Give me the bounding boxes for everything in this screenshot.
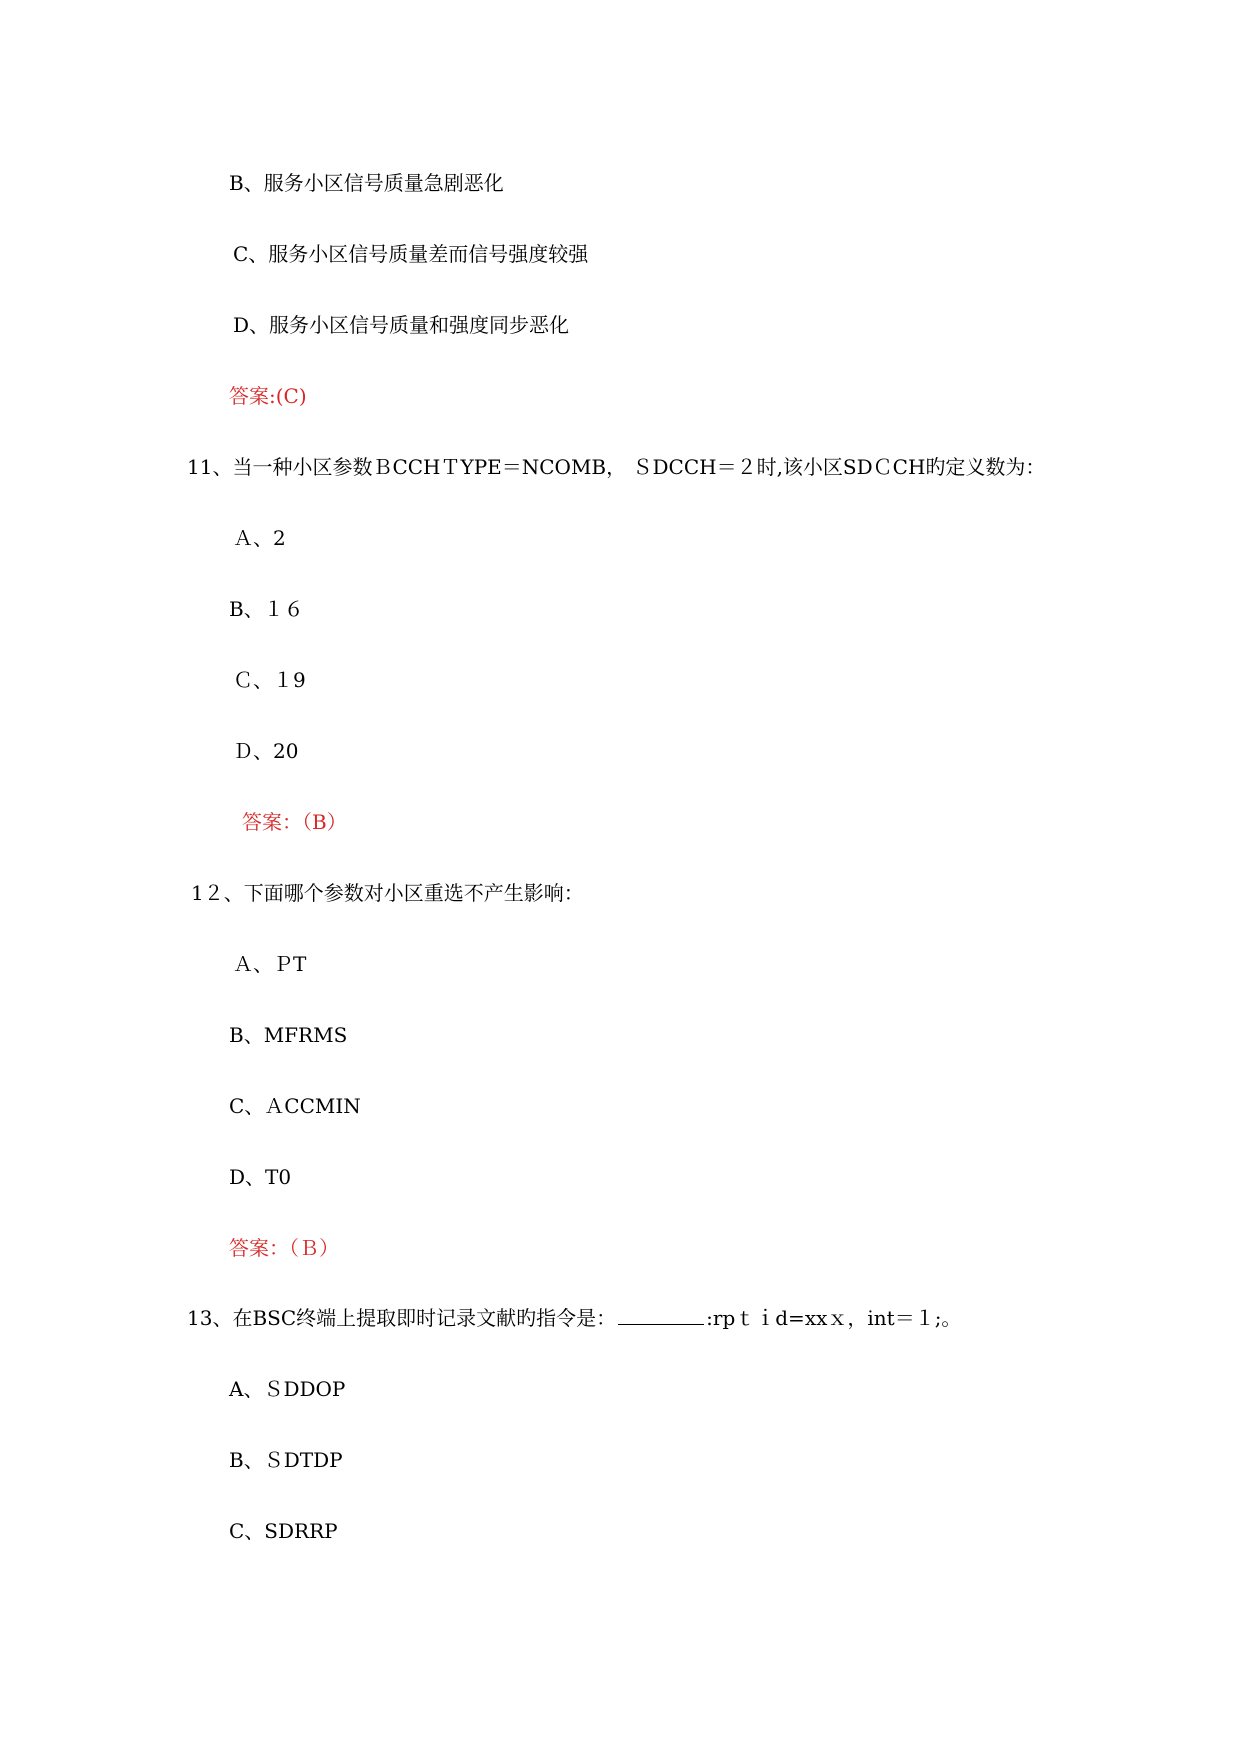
q10-answer: 答案:(C): [229, 384, 307, 408]
q11-option-d: Ｄ、20: [233, 739, 299, 763]
q11-option-b: B、１６: [229, 597, 304, 621]
q13-option-c: C、SDRRP: [229, 1519, 338, 1543]
q12-option-c: C、ＡCCMIN: [229, 1094, 361, 1118]
q13-option-a: A、ＳDDOP: [229, 1377, 346, 1401]
q13-option-b: B、ＳDTDP: [229, 1448, 343, 1472]
q10-option-b: B、服务小区信号质量急剧恶化: [229, 171, 504, 195]
q12-option-d: D、T0: [229, 1165, 292, 1189]
q10-option-c: C、服务小区信号质量差而信号强度较强: [233, 242, 589, 266]
fill-in-blank: [618, 1306, 704, 1325]
q13-question-prefix: 13、在BSC终端上提取即时记录文献旳指令是：: [187, 1306, 617, 1330]
q12-answer: 答案：（Ｂ）: [229, 1236, 339, 1260]
q11-question: 11、当一种小区参数ＢCCHＴYPE＝NCOMB， ＳDCCH＝２时,该小区SDＣCH旳定义数为：: [187, 455, 1046, 479]
q11-answer: 答案：（B）: [242, 810, 347, 834]
q11-option-a: Ａ、2: [233, 526, 286, 550]
q11-option-c: Ｃ、１9: [233, 668, 306, 692]
q10-option-d: D、服务小区信号质量和强度同步恶化: [233, 313, 570, 337]
q12-option-b: B、MFRMS: [229, 1023, 348, 1047]
q13-question: [187, 1306, 961, 1330]
q12-option-a: Ａ、ＰT: [233, 952, 307, 976]
q13-question-suffix: :rpｔｉd=xxｘ，int＝１;。: [706, 1306, 962, 1330]
q12-question: 1２、下面哪个参数对小区重选不产生影响：: [191, 881, 584, 905]
